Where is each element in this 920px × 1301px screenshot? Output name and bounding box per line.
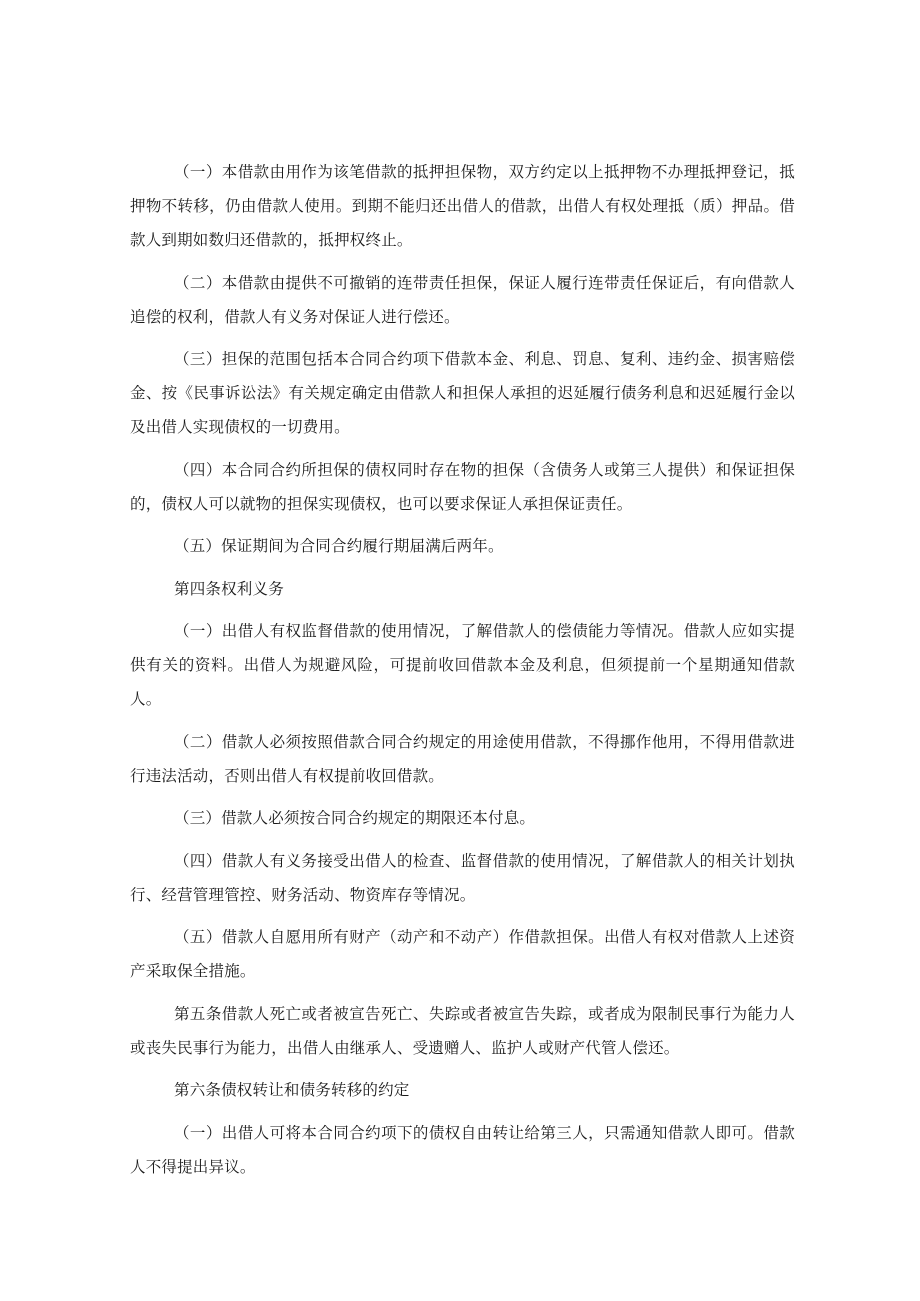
paragraph-rights-4: （四）借款人有义务接受出借人的检查、监督借款的使用情况，了解借款人的相关计划执行、经营管理管控、财务活动、物资库存等情况。: [130, 851, 795, 904]
paragraph-transfer-1: （一）出借人可将本合同合约项下的债权自由转让给第三人，只需通知借款人即可。借款人不得提出异议。: [130, 1123, 795, 1176]
paragraph-guarantee-4: （四）本合同合约所担保的债权同时存在物的担保（含债务人或第三人提供）和保证担保的，债权人可以就物的担保实现债权，也可以要求保证人承担保证责任。: [130, 460, 795, 513]
paragraph-article-5: 第五条借款人死亡或者被宣告死亡、失踪或者被宣告失踪，或者成为限制民事行为能力人或丧失民事行为能力，出借人由继承人、受遗赠人、监护人或财产代管人偿还。: [130, 1004, 795, 1057]
paragraph-guarantee-3: （三）担保的范围包括本合同合约项下借款本金、利息、罚息、复利、违约金、损害赔偿金、按《民事诉讼法》有关规定确定由借款人和担保人承担的迟延履行债务利息和迟延履行金以及出借人实现债权的一切费用。: [130, 350, 795, 436]
section-heading-article-4: 第四条权利义务: [174, 579, 284, 598]
document-page: [130, 155, 795, 1192]
section-heading-article-6: 第六条债权转让和债务转移的约定: [174, 1081, 410, 1099]
paragraph-rights-2: （二）借款人必须按照借款合同合约规定的用途使用借款，不得挪作他用，不得用借款进行违法活动，否则出借人有权提前收回借款。: [130, 732, 795, 785]
paragraph-guarantee-1: （一）本借款由用作为该笔借款的抵押担保物，双方约定以上抵押物不办理抵押登记，抵押物不转移，仍由借款人使用。到期不能归还出借人的借款，出借人有权处理抵（质）押品。借款人到期如数归还借款的，抵押权终止。: [130, 163, 795, 249]
paragraph-rights-1: （一）出借人有权监督借款的使用情况，了解借款人的偿债能力等情况。借款人应如实提供有关的资料。出借人为规避风险，可提前收回借款本金及利息，但须提前一个星期通知借款人。: [130, 622, 795, 708]
paragraph-guarantee-5: （五）保证期间为合同合约履行期届满后两年。: [174, 537, 504, 555]
paragraph-rights-3: （三）借款人必须按合同合约规定的期限还本付息。: [174, 809, 536, 827]
paragraph-guarantee-2: （二）本借款由提供不可撤销的连带责任担保，保证人履行连带责任保证后，有向借款人追偿的权利，借款人有义务对保证人进行偿还。: [130, 273, 795, 326]
paragraph-rights-5: （五）借款人自愿用所有财产（动产和不动产）作借款担保。出借人有权对借款人上述资产采取保全措施。: [130, 928, 795, 980]
